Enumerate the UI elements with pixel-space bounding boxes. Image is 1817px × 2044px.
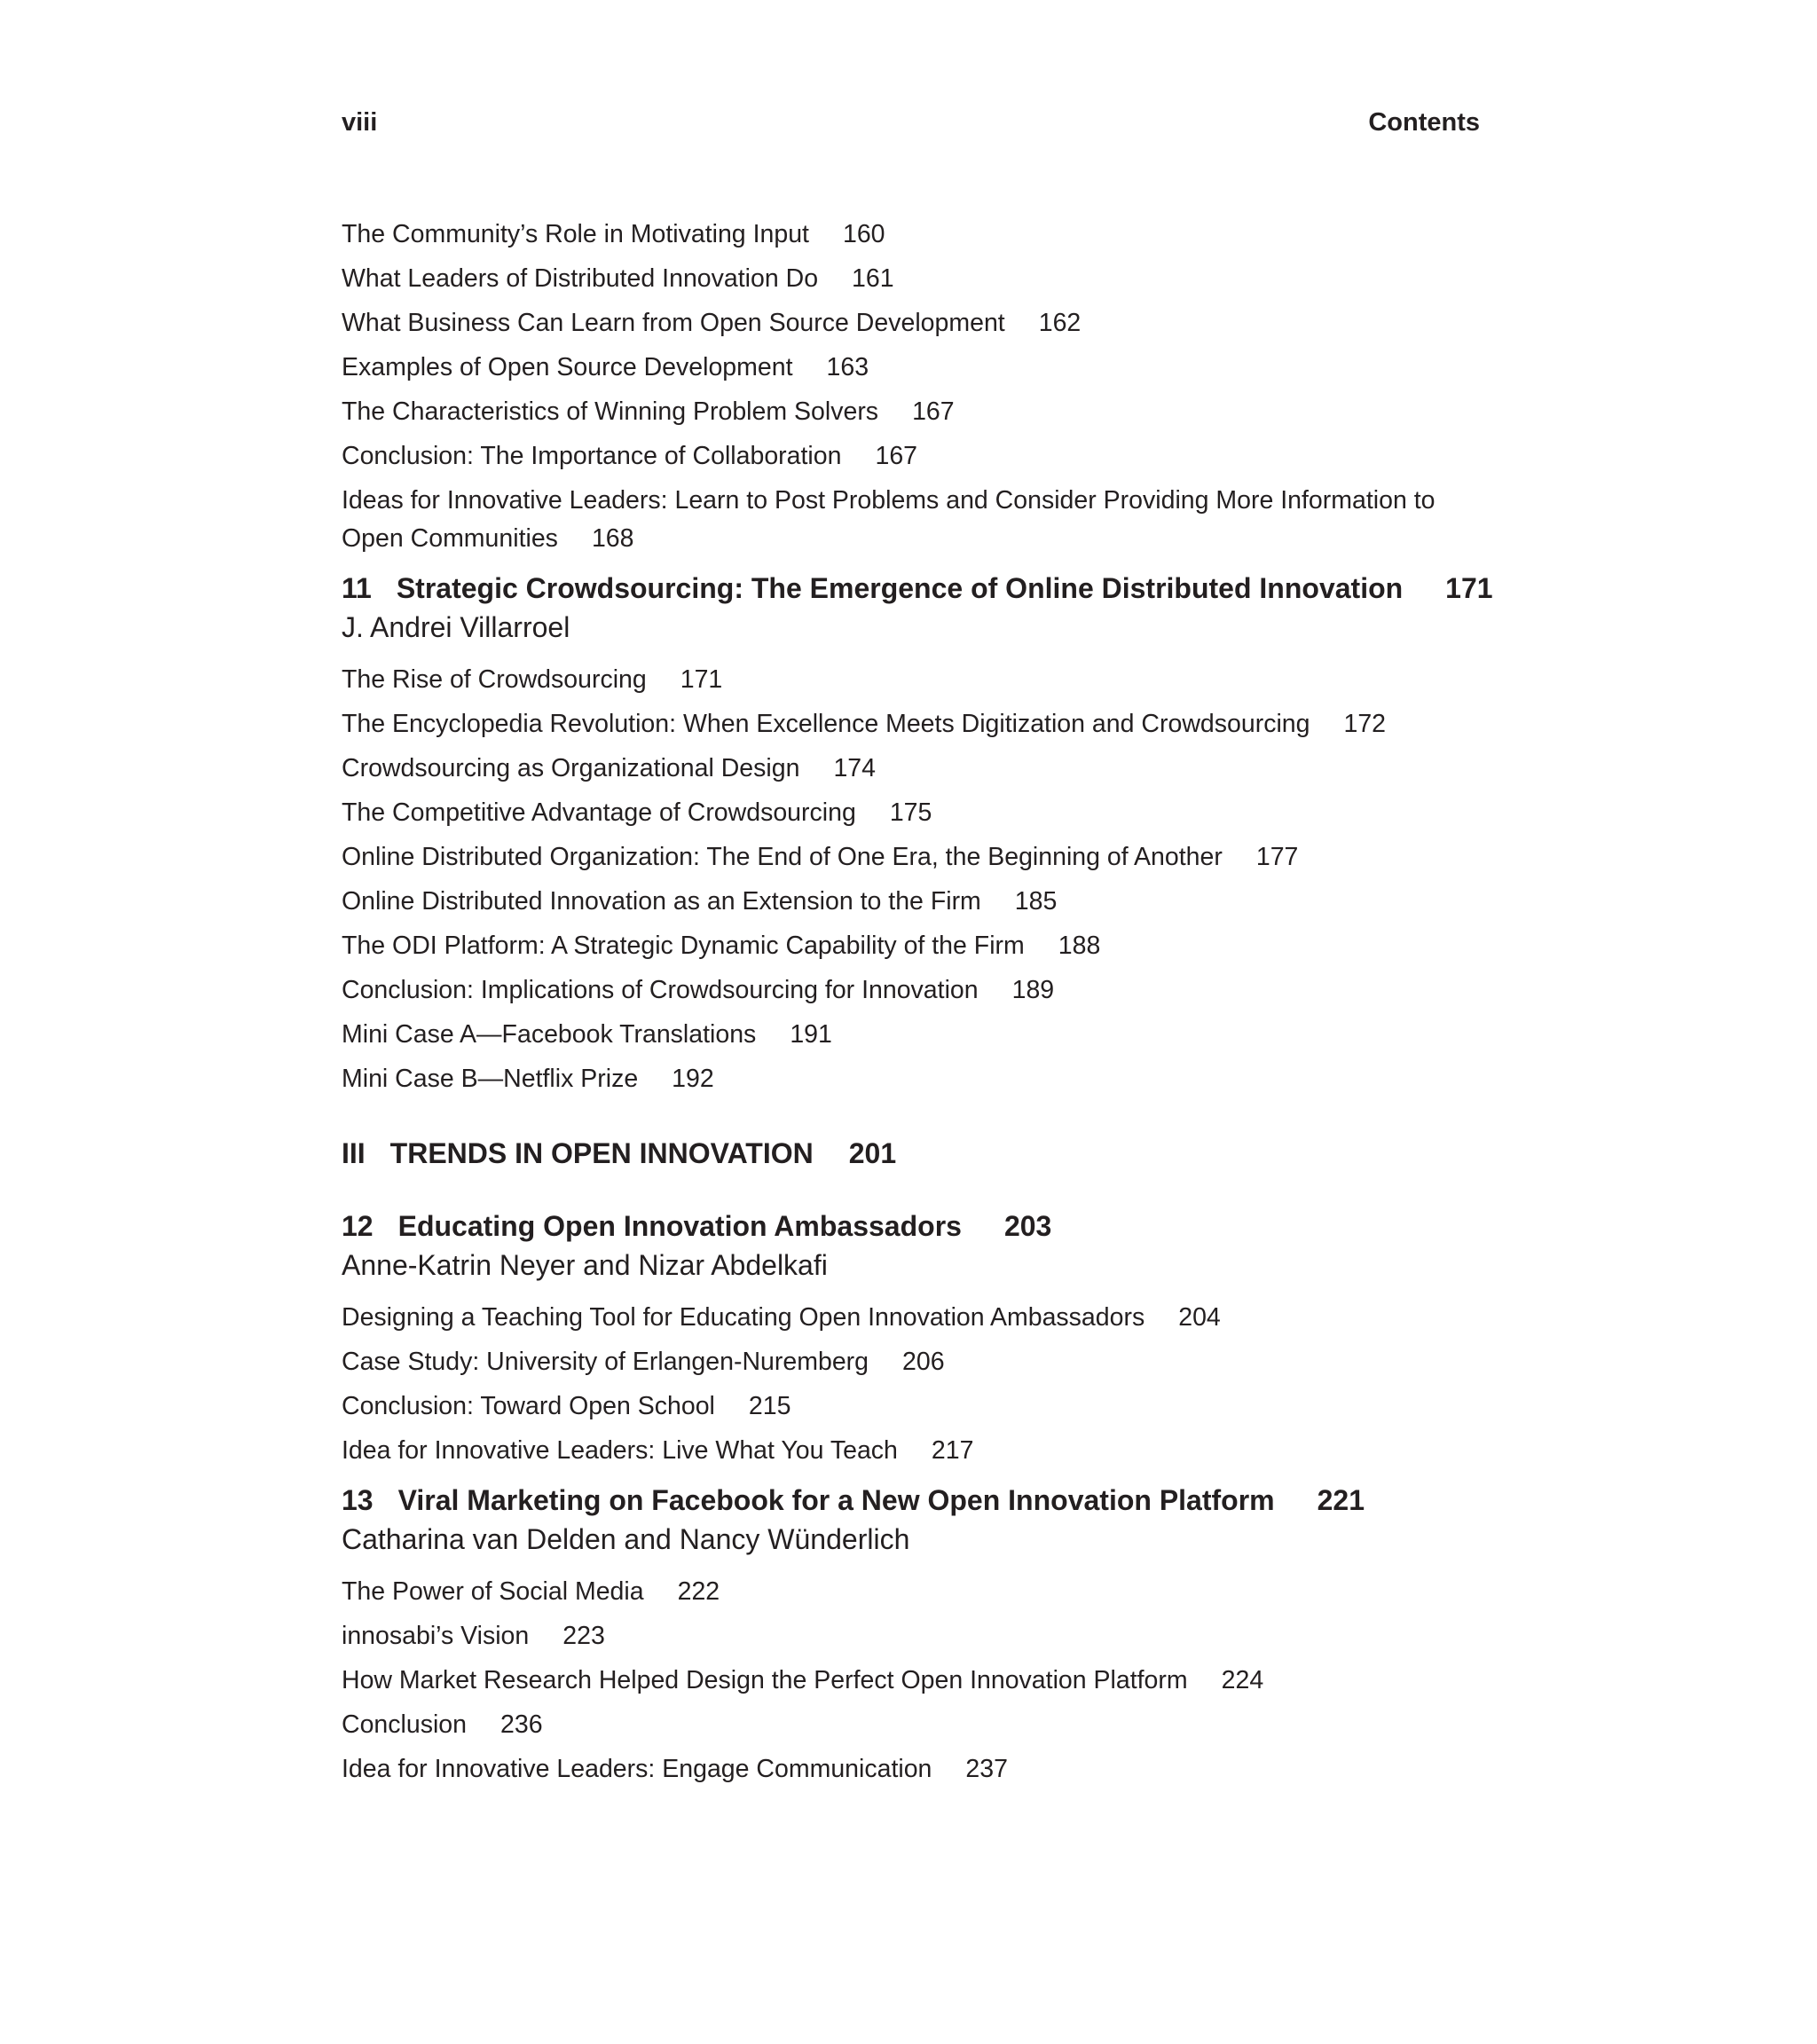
toc-entry bbox=[342, 883, 1495, 921]
toc-entry-title: Conclusion: The Importance of Collaboration bbox=[342, 442, 842, 470]
toc-entry bbox=[342, 750, 1495, 788]
toc-entry-page: 163 bbox=[826, 353, 869, 381]
toc-entry-title: Designing a Teaching Tool for Educating Open Innovation Ambassadors bbox=[342, 1303, 1145, 1332]
toc-entry-page: 204 bbox=[1178, 1303, 1221, 1332]
toc-entry bbox=[342, 260, 1495, 298]
part-number: III bbox=[342, 1137, 366, 1169]
toc-entry-page: 160 bbox=[842, 220, 885, 248]
toc-entry bbox=[342, 927, 1495, 965]
toc-entry-page: 236 bbox=[500, 1710, 543, 1739]
chapter-heading bbox=[342, 1481, 1495, 1520]
page-folio: viii bbox=[342, 108, 378, 137]
chapter-page: 203 bbox=[1003, 1210, 1052, 1242]
chapter-number: 11 bbox=[342, 572, 372, 604]
toc-entry-page: 191 bbox=[790, 1020, 832, 1049]
toc-entry-title: The Rise of Crowdsourcing bbox=[342, 665, 647, 694]
part-title: TRENDS IN OPEN INNOVATION bbox=[389, 1137, 814, 1169]
chapter-title: Viral Marketing on Facebook for a New Open Innovation Platform bbox=[397, 1484, 1275, 1516]
toc-entry-page: 168 bbox=[591, 524, 634, 553]
toc-entry bbox=[342, 1016, 1495, 1054]
chapter-13 bbox=[342, 1481, 1495, 1559]
toc-entry bbox=[342, 304, 1495, 342]
chapter-title: Educating Open Innovation Ambassadors bbox=[397, 1210, 962, 1242]
toc-entry-title: Conclusion: Toward Open School bbox=[342, 1392, 715, 1420]
toc-entry bbox=[342, 1750, 1495, 1788]
toc-entry-title: Idea for Innovative Leaders: Engage Communication bbox=[342, 1755, 932, 1783]
toc-entry bbox=[342, 971, 1495, 1010]
toc-entry-page: 188 bbox=[1058, 932, 1101, 960]
toc-entry bbox=[342, 1060, 1495, 1098]
table-of-contents bbox=[342, 216, 1495, 1795]
chapter-author: Catharina van Delden and Nancy Wünderlich bbox=[342, 1523, 910, 1555]
toc-entry-page: 189 bbox=[1011, 976, 1055, 1004]
chapter-number: 12 bbox=[342, 1210, 374, 1242]
toc-entry-page: 175 bbox=[889, 798, 932, 827]
toc-entry-page: 222 bbox=[677, 1577, 720, 1606]
toc-entry-title: What Business Can Learn from Open Source Development bbox=[342, 309, 1005, 337]
toc-entry-page: 237 bbox=[965, 1755, 1008, 1783]
toc-entry bbox=[342, 794, 1495, 832]
toc-entry-title: The Competitive Advantage of Crowdsourcing bbox=[342, 798, 856, 827]
toc-entry bbox=[342, 838, 1495, 877]
toc-entry-page: 171 bbox=[680, 665, 723, 694]
chapter-heading bbox=[342, 1207, 1495, 1246]
part-heading bbox=[342, 1134, 1495, 1173]
chapter-author: Anne-Katrin Neyer and Nizar Abdelkafi bbox=[342, 1249, 828, 1281]
toc-entry bbox=[342, 1662, 1495, 1700]
toc-entry-title: Idea for Innovative Leaders: Live What You Teach bbox=[342, 1436, 898, 1465]
chapter-heading bbox=[342, 569, 1495, 608]
toc-entry-title: Examples of Open Source Development bbox=[342, 353, 793, 381]
toc-entry-title: innosabi’s Vision bbox=[342, 1622, 530, 1650]
toc-entry-page: 224 bbox=[1221, 1666, 1264, 1694]
toc-entry-title: Conclusion bbox=[342, 1710, 467, 1739]
toc-entry bbox=[342, 437, 1495, 476]
toc-entry-page: 185 bbox=[1014, 887, 1058, 916]
toc-entry bbox=[342, 1299, 1495, 1337]
toc-entry bbox=[342, 393, 1495, 431]
toc-entry-title: Conclusion: Implications of Crowdsourcing for Innovation bbox=[342, 976, 979, 1004]
toc-entry-title: What Leaders of Distributed Innovation Do bbox=[342, 264, 819, 293]
toc-entry bbox=[342, 216, 1495, 254]
toc-entry-page: 223 bbox=[562, 1622, 605, 1650]
toc-entry-title: Online Distributed Innovation as an Extension to the Firm bbox=[342, 887, 981, 916]
toc-entry-title: The Community’s Role in Motivating Input bbox=[342, 220, 809, 248]
toc-entry bbox=[342, 1388, 1495, 1426]
chapter-title: Strategic Crowdsourcing: The Emergence of Online Distributed Innovation bbox=[396, 572, 1404, 604]
toc-entry-title: Mini Case B—Netflix Prize bbox=[342, 1065, 639, 1093]
part-page: 201 bbox=[848, 1137, 897, 1169]
toc-entry-title: Ideas for Innovative Leaders: Learn to Post Problems and Consider Providing More Information to Open Communities bbox=[342, 486, 1436, 553]
toc-entry bbox=[342, 1706, 1495, 1744]
toc-entry-title: How Market Research Helped Design the Perfect Open Innovation Platform bbox=[342, 1666, 1188, 1694]
toc-entry-title: The Encyclopedia Revolution: When Excellence Meets Digitization and Crowdsourcing bbox=[342, 710, 1310, 738]
toc-entry-title: The Characteristics of Winning Problem Solvers bbox=[342, 397, 879, 426]
toc-entry bbox=[342, 705, 1495, 743]
toc-entry-page: 217 bbox=[931, 1436, 974, 1465]
toc-entry-page: 167 bbox=[912, 397, 955, 426]
toc-entry-title: The Power of Social Media bbox=[342, 1577, 644, 1606]
chapter-page: 171 bbox=[1445, 572, 1493, 604]
toc-entry-title: Mini Case A—Facebook Translations bbox=[342, 1020, 757, 1049]
toc-entry-page: 177 bbox=[1255, 843, 1299, 871]
toc-entry-page: 206 bbox=[902, 1348, 945, 1376]
chapter-12 bbox=[342, 1207, 1495, 1285]
toc-entry bbox=[342, 1343, 1495, 1381]
toc-entry bbox=[342, 1617, 1495, 1655]
toc-entry bbox=[342, 349, 1495, 387]
toc-entry-page: 172 bbox=[1343, 710, 1387, 738]
toc-entry bbox=[342, 1432, 1495, 1470]
toc-entry bbox=[342, 1573, 1495, 1611]
toc-entry-page: 192 bbox=[672, 1065, 714, 1093]
chapter-11 bbox=[342, 569, 1495, 647]
toc-entry-title: Case Study: University of Erlangen-Nuremberg bbox=[342, 1348, 869, 1376]
toc-entry-page: 215 bbox=[748, 1392, 791, 1420]
toc-entry-page: 161 bbox=[852, 264, 894, 293]
chapter-number: 13 bbox=[342, 1484, 374, 1516]
toc-entry bbox=[342, 661, 1495, 699]
toc-entry-title: The ODI Platform: A Strategic Dynamic Capability of the Firm bbox=[342, 932, 1025, 960]
chapter-author: J. Andrei Villarroel bbox=[342, 611, 570, 643]
chapter-page: 221 bbox=[1317, 1484, 1365, 1516]
running-head-title: Contents bbox=[1368, 108, 1480, 137]
toc-entry-page: 162 bbox=[1038, 309, 1082, 337]
toc-entry-title: Crowdsourcing as Organizational Design bbox=[342, 754, 800, 782]
toc-entry-title: Online Distributed Organization: The End of One Era, the Beginning of Another bbox=[342, 843, 1223, 871]
toc-entry bbox=[342, 482, 1486, 558]
toc-entry-page: 174 bbox=[833, 754, 876, 782]
toc-entry-page: 167 bbox=[875, 442, 918, 470]
